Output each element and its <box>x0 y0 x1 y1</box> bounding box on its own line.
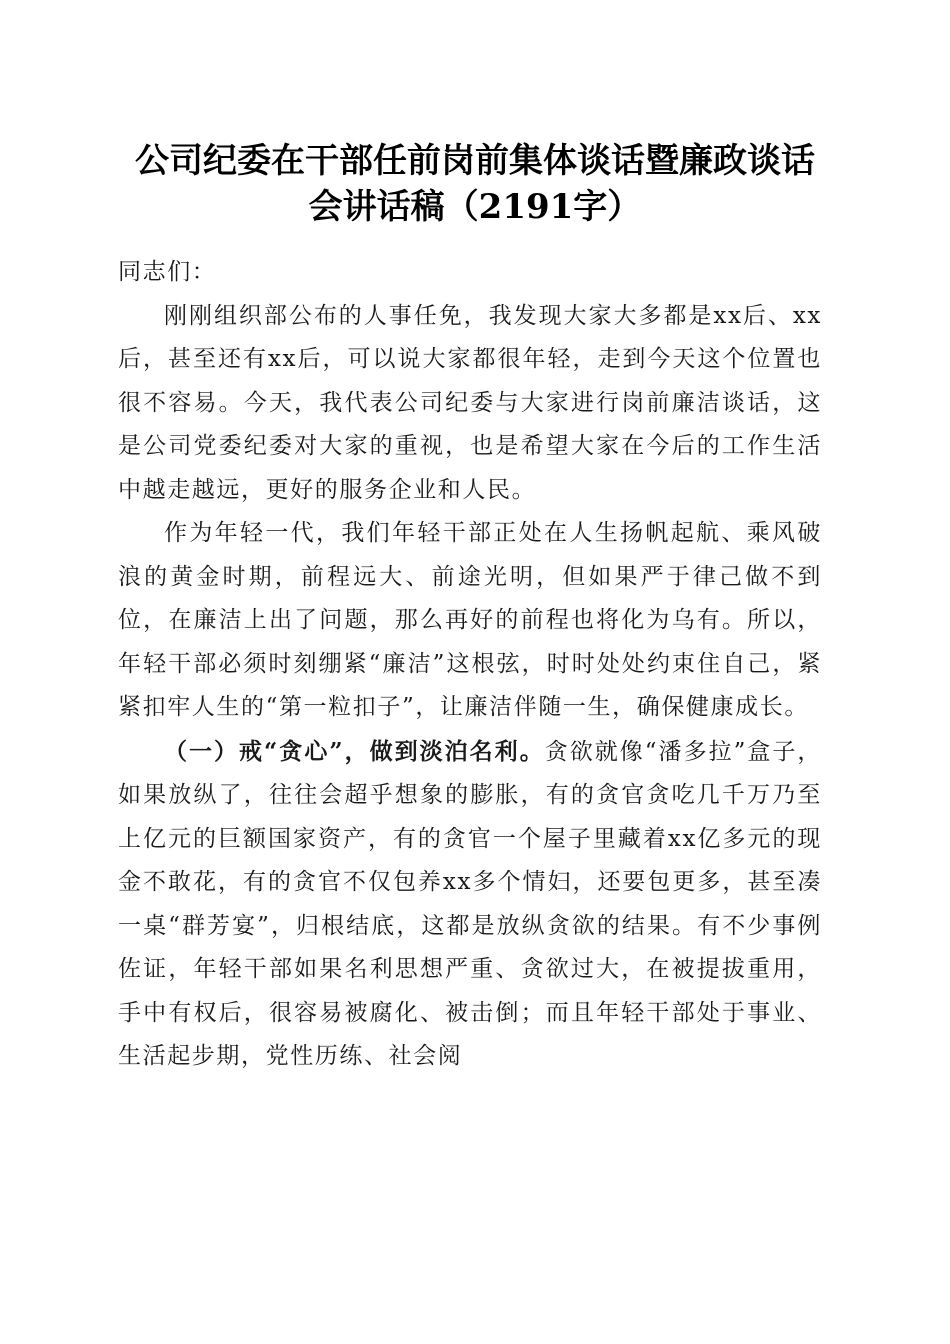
paragraph-1: 刚刚组织部公布的人事任免，我发现大家大多都是xx后、xx后，甚至还有xx后，可以说大家都很年轻，走到今天这个位置也很不容易。今天，我代表公司纪委与大家进行岗前廉洁谈话，这是公司党委纪委对大家的重视，也是希望大家在今后的工作生活中越走越远，更好的服务企业和人民。 <box>118 302 822 503</box>
title-line-2: 会讲话稿（2191字） <box>308 187 642 227</box>
document-title <box>100 138 850 230</box>
document-body <box>118 251 822 1079</box>
greeting: 同志们： <box>118 259 217 285</box>
section-1-text: 贪欲就像“潘多拉”盒子，如果放纵了，往往会超乎想象的膨胀，有的贪官贪吃几千万乃至上亿元的巨额国家资产，有的贪官一个屋子里藏着xx亿多元的现金不敢花，有的贪官不仅包养xx多个情妇，还要包更多，甚至凑一桌“群芳宴”，归根结底，这都是放纵贪欲的结果。有不少事例佐证，年轻干部如果名利思想严重、贪欲过大，在被提拔重用，手中有权后，很容易被腐化、被击倒；而且年轻干部处于事业、生活起步期，党性历练、社会阅 <box>118 738 823 1069</box>
title-line-1: 公司纪委在干部任前岗前集体谈话暨廉政谈话 <box>135 141 815 181</box>
section-1-heading: （一）戒“贪心”，做到淡泊名利。 <box>164 737 545 765</box>
section-1-paragraph <box>118 730 822 1079</box>
paragraph-2: 作为年轻一代，我们年轻干部正处在人生扬帆起航、乘风破浪的黄金时期，前程远大、前途光明，但如果严于律己做不到位，在廉洁上出了问题，那么再好的前程也将化为乌有。所以，年轻干部必须时刻绷紧“廉洁”这根弦，时时处处约束住自己，紧紧扣牢人生的“第一粒扣子”，让廉洁伴随一生，确保健康成长。 <box>118 520 822 720</box>
